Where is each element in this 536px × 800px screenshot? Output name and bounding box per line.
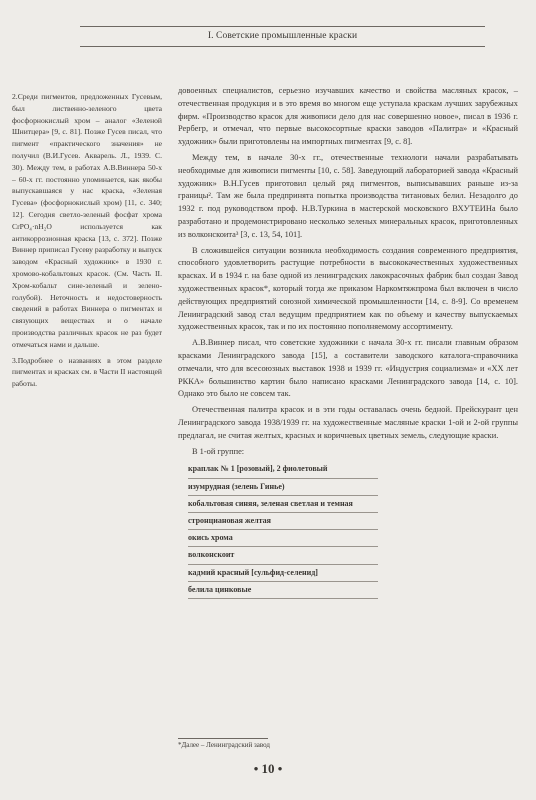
header-rule-bottom	[80, 46, 485, 47]
footnote-rule	[178, 738, 268, 739]
list-item: изумрудная (зелень Гинье)	[188, 479, 378, 496]
paragraph: Отечественная палитра красок и в эти годы оставалась очень бедной. Прейскурант цен Ленинградского завода 1938/1939 гг. на художественные масляные краски 1-ой и 2-ой группы предлагал, не считая желтых, красных и коричневых цветных земель, следующие краски.	[178, 405, 518, 440]
side-note: 3.Подробнее о названиях в этом разделе пигментах и красках см. в Части II настоящей работы.	[12, 355, 162, 389]
running-header: I. Советские промышленные краски	[207, 31, 358, 41]
paragraph: А.В.Виннер писал, что советские художники с начала 30-х гг. писали главным образом красками Ленинградского завода [15], а составители заводского каталога-справочника отмечали, что для всесоюзных выставок 1938 и 1939 гг. «Индустрия социализма» и «XX лет РККА» большинство картин было написано красками Ленинградского завода [14, с. 10]. Однако это было не совсем так.	[178, 338, 518, 399]
paragraph: довоенных специалистов, серьезно изучавших качество и свойства масляных красок, – отечественная продукция и в это время во многом еще уступала краскам лучших зарубежных фирм. «Производство красок для живописи дело для нас совершенно новое», писал в 1936 г. Рербегр, и отмечал, что первые высокосортные краски заводов «Палитра» и «Красный художник» были приготовлены на импортных пигментах [9, с. 8].	[178, 86, 518, 147]
side-note: 2.Среди пигментов, предложенных Гусевым, был лиственно-зеленого цвета фосфорнокислый хром – аналог «Зеленой Шнитцера» [9, с. 81]. Позже Гусев писал, что пигмент «практического значения» не получил (В.И.Гусев. Акварель. Л., 1939. С. 30). Между тем, в работах А.В.Виннера 50-х – 60-х гг. постоянно упоминается, как якобы выпускавшаяся у нас краска, «Зеленая Гусева» (фосфорнокислый хром) [11, с. 340; 12]. Сегодня светло-зеленый фосфат хрома CrPO₄·nH₂O используется как антикоррозионная краска [13, с. 372]. Позже Виннер приписал Гусеву разработку и выпуск заводом «Красный художник» в 1930 г. хромово-кобальтовых красок. (См. Часть II. Хром-кобальт сине-зеленый и зелено-голубой). Неточность и недостоверность сведений в работах Виннера о пигментах и связующих веществах и о начале производства различных красок не раз будет отмечаться нами и дальше.	[12, 92, 162, 349]
side-notes	[12, 91, 162, 394]
list-item: окись хрома	[188, 530, 378, 547]
paragraph: Между тем, в начале 30-х гг., отечественные технологи начали разрабатывать необходимые для живописи пигменты [10, с. 58]. Заведующий лабораторией завода «Красный художник» В.Н.Гусев приготовил целый ряд пигментов, выписывавших раньше из-за границы². Там же была предпринята попытка производства титановых белил. Незадолго до 1932 г. под руководством проф. Н.В.Туркина в мастерской московского ВХУТЕИНа было разработано и продемонстрировано несколько зеленых минеральных красок, приготовленных из волконскоита³ [3, с. 13, 54, 101].	[178, 152, 518, 239]
page-number: • 10 •	[253, 761, 283, 776]
footnote: *Далее – Ленинградский завод	[178, 741, 270, 749]
group-heading: В 1-ой группе:	[192, 446, 245, 456]
main-text	[178, 85, 518, 599]
header-rule-top	[80, 26, 485, 27]
list-item: белила цинковые	[188, 582, 378, 599]
paint-list	[178, 461, 518, 599]
list-item: стронциановая желтая	[188, 513, 378, 530]
list-item: кадмий красный [сульфид-селенид]	[188, 565, 378, 582]
paragraph: В сложившейся ситуации возникла необходимость создания современного предприятия, способного удовлетворить растущие потребности в высококачественных художественных красках. И в 1934 г. на базе одной из ленинградских лакокрасочных фабрик был создан Завод художественных красок*, который тогда же приказом Наркомтяжпрома был включен в число действующих предприятий союзной химической промышленности [14, с. 8-9]. Со временем Ленинградский завод стал ведущим предприятием как по объему и качеству выпускаемых художественных красок, так и по их постоянно пополняемому ассортименту.	[178, 245, 518, 332]
list-item: краплак № 1 [розовый], 2 фиолетовый	[188, 461, 378, 478]
list-item: волконскоит	[188, 547, 378, 564]
list-item: кобальтовая синяя, зеленая светлая и темная	[188, 496, 378, 513]
